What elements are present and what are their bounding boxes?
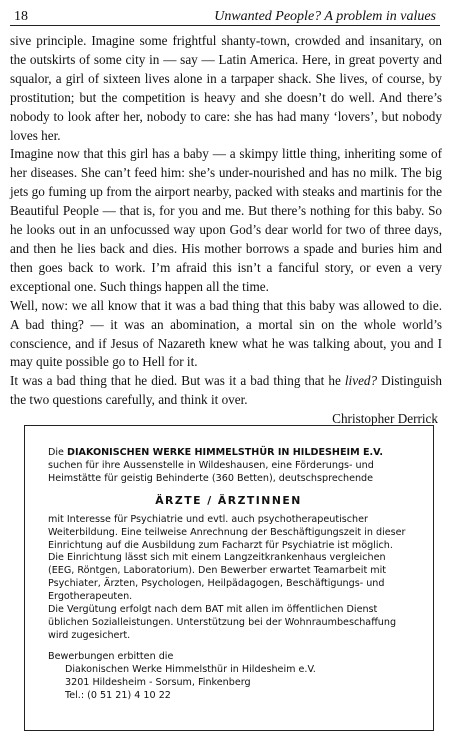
ad-organization-name: DIAKONISCHEN WERKE HIMMELSTHÜR IN HILDESHEIM E.V. (67, 447, 383, 458)
article-paragraph: Imagine now that this girl has a baby — a skimpy little thing, inheriting some of her diseases. She can’t feed him: she’s under-nourished and has no milk. The big jets go fuming up from the airport nearby, packed with steaks and martinis for the Beautiful People — that is, for you and me. But there’s nothing for this baby. So he looks out in an unfocussed way upon God’s dear world for two of three days, and then he lies back and dies. His mother borrows a spade and buries him and then goes back to work. I’m afraid this isn’t a fanciful story, or even a very exceptional one. Such things happen all the time. (10, 146, 442, 294)
final-text-end: Distinguish the two questions carefully, and think it over. (10, 373, 443, 408)
final-text-start: It was a bad thing that he died. But was it a bad thing that he (10, 373, 345, 389)
ad-intro (48, 447, 409, 486)
advertisement-content (48, 447, 409, 702)
ad-paragraph: Die Vergütung erfolgt nach dem BAT mit allen im öffentlichen Dienst üblichen Sozialleistungen. Unterstützung bei der Wohnraumbeschaffung wird zugesichert. (48, 604, 397, 641)
ad-apply-line: Bewerbungen erbitten die (48, 650, 174, 662)
ad-paragraph: Die Einrichtung lässt sich mit einem Langzeitkrankenhaus vergleichen (EEG, Röntgen, Laboratorium). Den Bewerber erwartet Teamarbeit mit Psychiater, Ärzten, Psychologen, Heilpädagogen, Beschäftigungs- und Ergotherapeuten. (48, 552, 387, 603)
ad-address-line: 3201 Hildesheim - Sorsum, Finkenberg (65, 676, 251, 688)
final-text-emphasis: lived? (344, 373, 378, 389)
article-paragraph: sive principle. Imagine some frightful shanty-town, crowded and insanitary, on the outskirts of some city in — say — Latin America. Here, in great poverty and squalor, a girl of sixteen lives alone in a tarpaper shack. She lives, of course, by prostitution; but the competition is heavy and she doesn’t do well. And there’s nobody to look after her, nobody to care: she has had many ‘lovers’, but nobody loves her. (10, 33, 442, 143)
running-title: Unwanted People? A problem in values (214, 9, 436, 24)
ad-phone: Tel.: (0 51 21) 4 10 22 (65, 689, 171, 701)
ad-intro-text: suchen für ihre Aussenstelle in Wildeshausen, eine Förderungs- und Heimstätte für geistig Behinderte (360 Betten), deutschsprechende (48, 459, 374, 484)
ad-org-prefix: Die (48, 447, 68, 458)
ad-paragraph: mit Interesse für Psychiatrie und evtl. auch psychotherapeutischer Weiterbildung. Eine teilweise Anrechnung der Beschäftigungszeit in dieser Einrichtung auf die Ausbildung zum Facharzt für Psychiatrie ist möglich. (48, 513, 406, 551)
ad-address-line: Diakonischen Werke Himmelsthür in Hildesheim e.V. (65, 663, 316, 675)
article-author: Christopher Derrick (332, 411, 438, 427)
page-header (10, 9, 440, 26)
article-paragraph-final (10, 372, 442, 410)
ad-address (65, 664, 409, 703)
ad-position-heading: ÄRZTE / ÄRZTINNEN (155, 493, 302, 507)
article-body (10, 32, 442, 429)
job-advertisement (24, 425, 434, 731)
page-number: 18 (14, 9, 28, 24)
article-paragraph: Well, now: we all know that it was a bad thing that this baby was allowed to die. A bad thing? — it was an abomination, a mortal sin on the whole world’s conscience, and if Jesus of Nazareth knew what he was talking about, you and I may quite possible go to Hell for it. (10, 297, 442, 370)
